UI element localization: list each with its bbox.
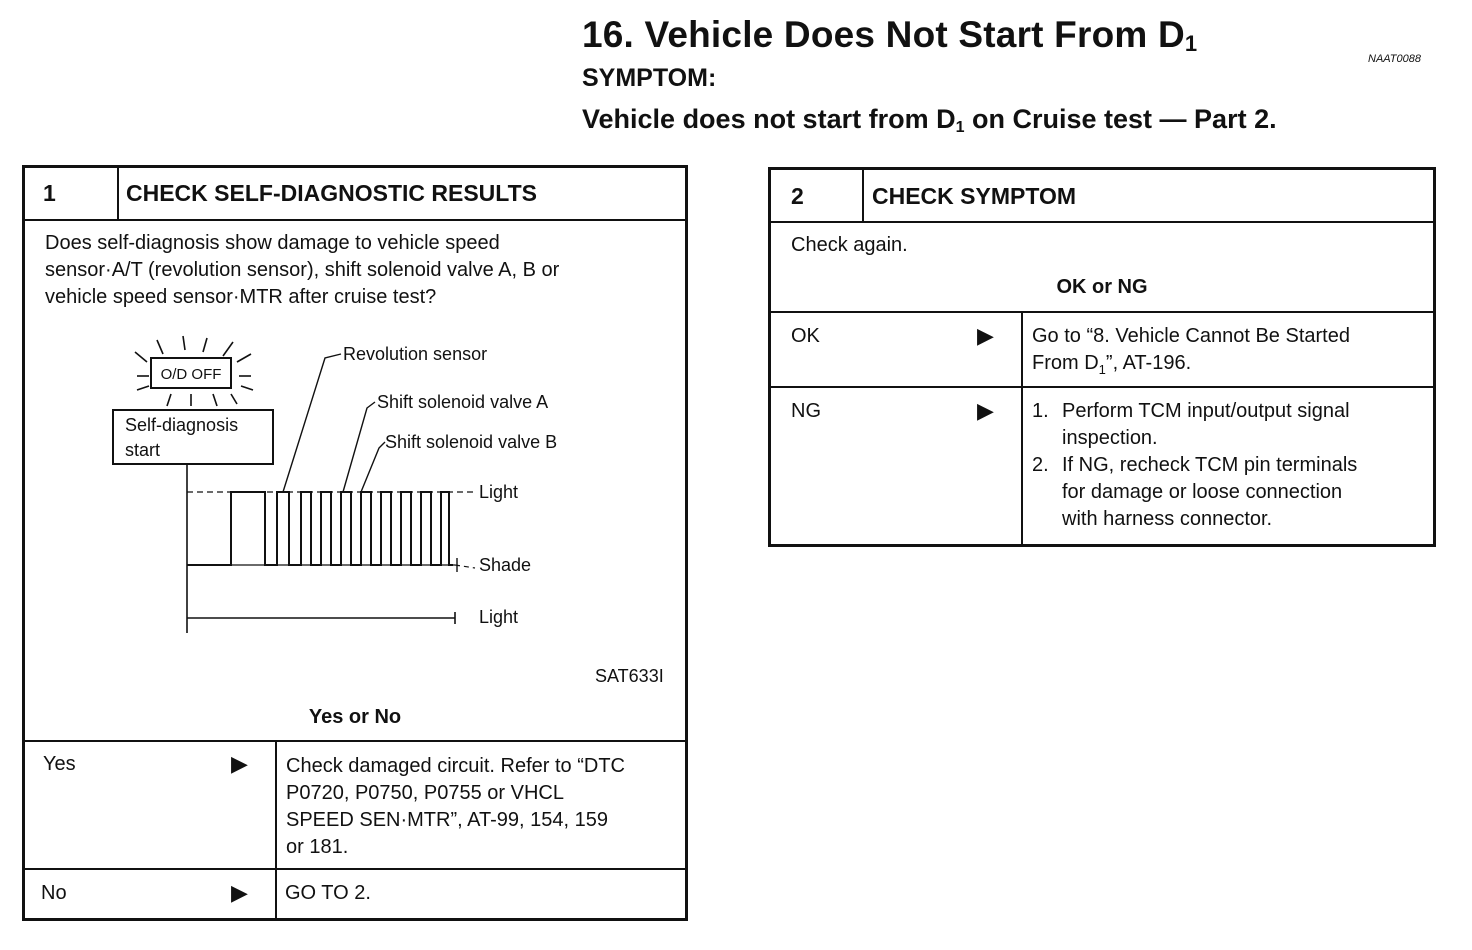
step1-prompt: Yes or No xyxy=(308,706,402,728)
step1-yes-action-line2: P0720, P0750, P0755 or VHCL xyxy=(286,782,564,804)
step2-ng-arrow: ▶ xyxy=(977,398,994,423)
step2-instruction: Check again. xyxy=(791,234,908,256)
step2-ok-action-line2a: From D xyxy=(1032,352,1099,374)
symptom-label: SYMPTOM: xyxy=(582,64,717,92)
step2-ng-item-2 xyxy=(1032,452,1427,533)
revolution-sensor-leader xyxy=(283,354,341,492)
step1-answer-divider xyxy=(275,741,277,921)
solenoid-a-leader xyxy=(343,402,375,492)
step2-ng-item-1 xyxy=(1032,398,1427,452)
step2-ng-item-1-line2: inspection. xyxy=(1062,427,1158,449)
step1-number: 1 xyxy=(43,180,56,206)
solenoid-b-leader xyxy=(361,442,385,492)
step1-title: CHECK SELF-DIAGNOSTIC RESULTS xyxy=(126,180,538,206)
step2-ng-list xyxy=(1032,398,1427,533)
step2-ok-action-line2b: ”, AT-196. xyxy=(1105,352,1192,374)
step2-ng-label: NG xyxy=(791,400,821,422)
symptom-description xyxy=(582,104,1277,137)
self-diagnosis-diagram xyxy=(25,328,685,688)
step2-ok-action-line1: Go to “8. Vehicle Cannot Be Started xyxy=(1032,325,1350,347)
shade-label: Shade xyxy=(479,555,532,575)
step2-ng-item-2-line2: for damage or loose connection xyxy=(1062,481,1343,503)
step2-ng-item-1-line1: Perform TCM input/output signal xyxy=(1062,400,1350,422)
step2-box xyxy=(768,167,1436,547)
step2-ng-item-2-line1: If NG, recheck TCM pin terminals xyxy=(1062,454,1358,476)
step2-ok-label: OK xyxy=(791,325,820,347)
self-diagnosis-start-label-2: start xyxy=(125,440,161,460)
step1-yes-action-line4: or 181. xyxy=(286,836,349,858)
step2-ok-action-line2 xyxy=(1032,350,1427,383)
step1-yes-label: Yes xyxy=(43,753,76,775)
step2-prompt: OK or NG xyxy=(1056,276,1148,298)
step1-header-divider xyxy=(117,168,119,220)
step2-header-divider xyxy=(862,170,864,222)
page-title xyxy=(582,14,1197,57)
page-title-subscript: 1 xyxy=(1184,31,1198,56)
step2-ok-action-sub: 1 xyxy=(1098,362,1106,377)
step1-yes-action-line3: SPEED SEN·MTR”, AT-99, 154, 159 xyxy=(286,809,608,831)
step2-ng-action xyxy=(1032,398,1427,533)
step1-no-arrow: ▶ xyxy=(231,880,248,905)
document-id: NAAT0088 xyxy=(1368,53,1421,65)
step1-question xyxy=(45,230,675,311)
symptom-subscript: 1 xyxy=(955,119,965,136)
step2-header-rule xyxy=(771,221,1433,223)
symptom-text-b: on Cruise test — Part 2. xyxy=(964,104,1277,134)
step2-number: 2 xyxy=(791,183,804,209)
figure-id: SAT633I xyxy=(595,666,664,686)
page-title-text: 16. Vehicle Does Not Start From D xyxy=(582,14,1185,55)
step2-ok-action xyxy=(1032,323,1427,383)
step2-ng-item-2-line3: with harness connector. xyxy=(1062,508,1273,530)
solenoid-b-label: Shift solenoid valve B xyxy=(385,432,558,452)
pulse-waveform xyxy=(187,492,453,565)
step1-no-rule xyxy=(25,868,685,870)
od-off-lamp-label: O/D OFF xyxy=(160,366,222,383)
step2-ok-rule xyxy=(771,311,1433,313)
step2-answer-divider xyxy=(1021,312,1023,544)
step1-yes-action-line1: Check damaged circuit. Refer to “DTC xyxy=(286,755,626,777)
solenoid-a-label: Shift solenoid valve A xyxy=(377,392,549,412)
step2-ng-item-2-number: 2. xyxy=(1032,454,1049,476)
step1-yes-arrow: ▶ xyxy=(231,751,248,776)
step1-yes-action xyxy=(286,753,681,861)
revolution-sensor-label: Revolution sensor xyxy=(343,344,488,364)
shade-level-tail xyxy=(455,565,475,568)
step2-ng-rule xyxy=(771,386,1433,388)
step1-yes-rule xyxy=(25,740,685,742)
step1-question-line3: vehicle speed sensor·MTR after cruise test? xyxy=(45,286,437,308)
step1-question-line2: sensor·A/T (revolution sensor), shift solenoid valve A, B or xyxy=(45,259,560,281)
symptom-text-a: Vehicle does not start from D xyxy=(582,104,956,134)
step1-header-rule xyxy=(25,219,685,221)
light-top-label: Light xyxy=(479,482,519,502)
step2-ok-arrow: ▶ xyxy=(977,323,994,348)
step2-title: CHECK SYMPTOM xyxy=(872,183,1077,209)
light-bottom-label: Light xyxy=(479,607,519,627)
step2-ng-item-1-number: 1. xyxy=(1032,400,1049,422)
step1-no-action: GO TO 2. xyxy=(285,882,371,904)
self-diagnosis-start-label-1: Self-diagnosis xyxy=(125,415,239,435)
step1-no-label: No xyxy=(41,882,67,904)
step1-question-line1: Does self-diagnosis show damage to vehicle speed xyxy=(45,232,500,254)
step1-box xyxy=(22,165,688,921)
